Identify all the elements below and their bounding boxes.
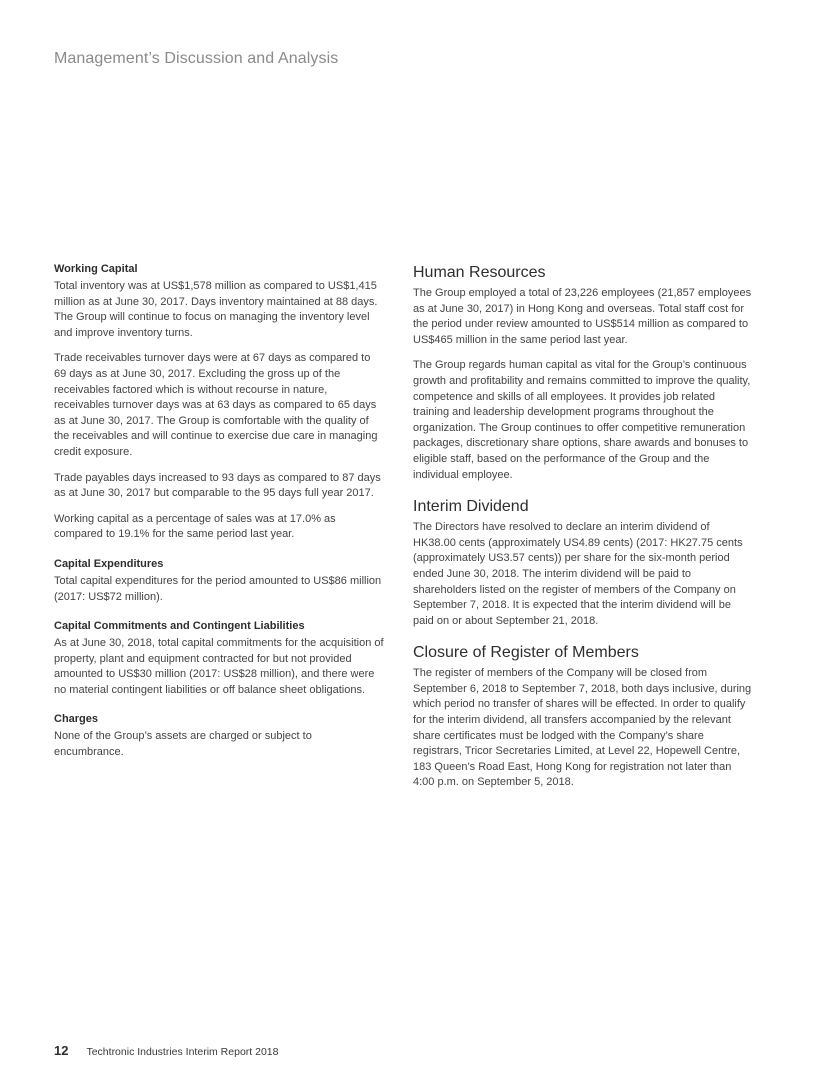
working-capital-paragraph-1: Total inventory was at US$1,578 million as compared to US$1,415 million as at June 30, 2017. Days inventory maintained at 88 days. The Group will continue to focus on managing the inventory level and improve inventory turns. xyxy=(54,280,378,339)
charges-paragraph: None of the Group’s assets are charged or subject to encumbrance. xyxy=(54,730,312,759)
charges-heading: Charges xyxy=(54,713,99,726)
closure-register-heading: Closure of Register of Members xyxy=(413,644,639,662)
capital-expenditures-paragraph: Total capital expenditures for the period amounted to US$86 million (2017: US$72 million). xyxy=(54,574,382,603)
interim-dividend-paragraph: The Directors have resolved to declare an interim dividend of HK38.00 cents (approximately US4.89 cents) (2017: HK27.75 cents (approximately US3.57 cents)) per share for the six-month period ended June 30, 2018. The interim dividend will be paid to shareholders listed on the register of members of the Company on September 7, 2018. It is expected that the interim dividend will be paid on or about September 21, 2018. xyxy=(413,521,743,627)
publication-title: Techtronic Industries Interim Report 2018 xyxy=(86,1046,279,1058)
capital-expenditures-heading: Capital Expenditures xyxy=(54,557,164,570)
working-capital-heading: Working Capital xyxy=(54,263,138,275)
capital-commitments-heading: Capital Commitments and Contingent Liabilities xyxy=(54,620,305,633)
closure-register-paragraph: The register of members of the Company will be closed from September 6, 2018 to September 7, 2018, both days inclusive, during which period no transfer of shares will be effected. In order to qualify for the interim dividend, all transfers accompanied by the relevant share certificates must be lodged with the Company’s share registrars, Tricor Secretaries Limited, at Level 22, Hopewell Centre, 183 Queen’s Road East, Hong Kong for registration not later than 4:00 p.m. on September 5, 2018. xyxy=(413,667,752,789)
left-column xyxy=(54,263,384,761)
working-capital-paragraph-3: Trade payables days increased to 93 days as compared to 87 days as at June 30, 2017 but comparable to the 95 days full year 2017. xyxy=(54,471,381,500)
capital-commitments-paragraph: As at June 30, 2018, total capital commitments for the acquisition of property, plant and equipment contracted for but not provided amounted to US$30 million (2017: US$28 million), and there were no material contingent liabilities or off balance sheet obligations. xyxy=(54,637,384,696)
page-number: 12 xyxy=(54,1043,69,1058)
right-column xyxy=(413,264,753,791)
working-capital-paragraph-4: Working capital as a percentage of sales was at 17.0% as compared to 19.1% for the same period last year. xyxy=(54,512,336,541)
page-footer xyxy=(54,1043,278,1058)
human-resources-paragraph-1: The Group employed a total of 23,226 employees (21,857 employees as at June 30, 2017) in Hong Kong and overseas. Total staff cost for the period under review amounted to US$514 million as compared to US$465 million in the same period last year. xyxy=(413,287,752,346)
running-title: Management’s Discussion and Analysis xyxy=(54,50,339,67)
human-resources-paragraph-2: The Group regards human capital as vital for the Group’s continuous growth and profitability and remains committed to improve the quality, competence and skills of all employees. It provides job related training and leadership development programs throughout the organization. The Group continues to offer competitive remuneration packages, discretionary share options, share awards and bonuses to eligible staff, based on the performance of the Group and the individual employee. xyxy=(413,359,751,481)
human-resources-heading: Human Resources xyxy=(413,264,546,281)
working-capital-paragraph-2: Trade receivables turnover days were at 67 days as compared to 69 days as at June 30, 2017. Excluding the gross up of the receivables factored which is without recourse in nature, receivables turnover days was at 63 days as compared to 65 days as at June 30, 2017. The Group is comfortable with the quality of the receivables and will continue to exercise due care in managing credit exposure. xyxy=(54,352,378,458)
interim-dividend-heading: Interim Dividend xyxy=(413,498,529,516)
